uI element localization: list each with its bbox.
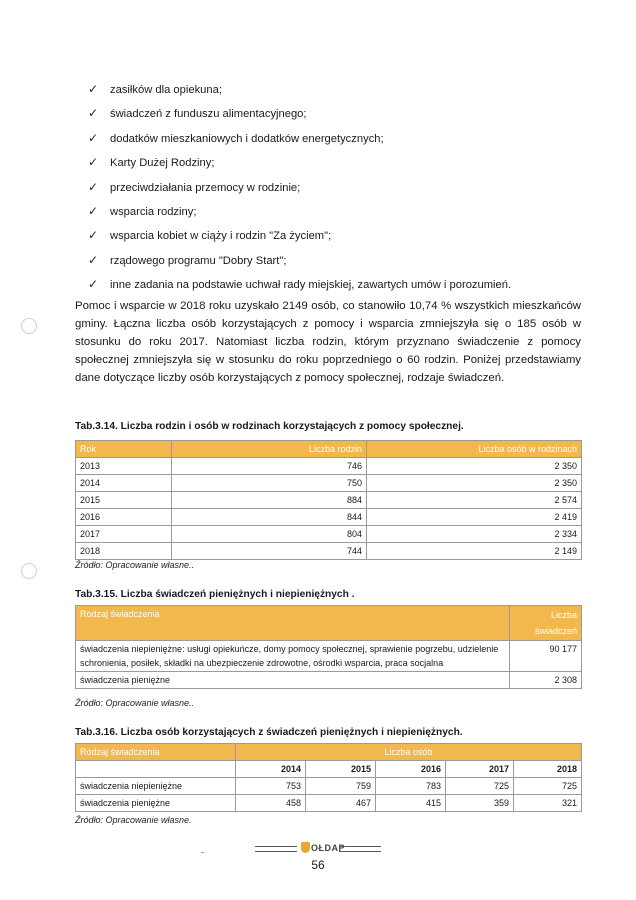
punch-hole-bottom (21, 563, 37, 579)
table3-cell-value: 359 (446, 795, 514, 812)
table1-cell-families: 884 (172, 492, 367, 509)
table3-cell-value: 725 (446, 778, 514, 795)
table3-cell-value: 458 (236, 795, 306, 812)
check-icon: ✓ (88, 155, 99, 170)
table3-cell-value: 753 (236, 778, 306, 795)
table3-cell-value: 467 (306, 795, 376, 812)
bullet-text: inne zadania na podstawie uchwał rady miejskiej, zawartych umów i porozumień. (110, 279, 512, 292)
table-row (76, 526, 582, 543)
table1-cell-year: 2013 (76, 458, 172, 475)
footer-line-left (255, 846, 297, 852)
table1-cell-year: 2014 (76, 475, 172, 492)
check-icon: ✓ (88, 179, 99, 194)
bullet-item (88, 202, 511, 226)
check-icon: ✓ (88, 277, 99, 292)
table3-source: Źródło: Opracowanie własne. (75, 815, 192, 825)
check-icon: ✓ (88, 106, 99, 121)
table1-cell-families: 804 (172, 526, 367, 543)
table2 (75, 605, 582, 689)
bullet-item (88, 178, 511, 202)
bullet-item (88, 275, 511, 299)
table3-cell-type: świadczenia pieniężne (76, 795, 236, 812)
table3-year-header: 2018 (514, 761, 582, 778)
table1-cell-persons: 2 334 (367, 526, 582, 543)
table1-cell-year: 2018 (76, 543, 172, 560)
table1-header-families: Liczba rodzin (172, 441, 367, 458)
logo-text: OŁDAP (311, 843, 345, 853)
bullet-text: zasiłków dla opiekuna; (110, 84, 222, 96)
table1-source: Źródło: Opracowanie własne.. (75, 560, 195, 570)
table2-header-count: Liczba świadczeń (510, 606, 582, 641)
table1-cell-persons: 2 419 (367, 509, 582, 526)
table3-year-header: 2014 (236, 761, 306, 778)
table3 (75, 743, 582, 812)
table2-cell-count: 90 177 (510, 641, 582, 672)
bullet-item (88, 153, 511, 177)
table2-caption: Tab.3.15. Liczba świadczeń pieniężnych i niepieniężnych . (75, 589, 355, 600)
table3-cell-value: 725 (514, 778, 582, 795)
table3-cell-value: 783 (376, 778, 446, 795)
bullet-text: wsparcia kobiet w ciąży i rodzin "Za życiem"; (110, 230, 332, 243)
bullet-text: przeciwdziałania przemocy w rodzinie; (110, 181, 301, 194)
table1-header-persons: Liczba osób w rodzinach (367, 441, 582, 458)
table2-header-type: Rodzaj świadczenia (76, 606, 510, 641)
table-row (76, 475, 582, 492)
table2-cell-type: świadczenia pieniężne (76, 672, 510, 689)
table-row (76, 641, 582, 672)
table1 (75, 440, 582, 560)
footer-logo (255, 841, 381, 855)
table2-source: Źródło: Opracowanie własne.. (75, 698, 195, 708)
table1-caption: Tab.3.14. Liczba rodzin i osób w rodzinach korzystających z pomocy społecznej. (75, 421, 464, 432)
table3-year-header: 2017 (446, 761, 514, 778)
punch-hole-top (21, 318, 37, 334)
table-row (76, 778, 582, 795)
table-row (76, 458, 582, 475)
table-row (76, 543, 582, 560)
check-icon: ✓ (88, 228, 99, 243)
table1-cell-persons: 2 574 (367, 492, 582, 509)
table1-cell-persons: 2 350 (367, 458, 582, 475)
table1-cell-families: 750 (172, 475, 367, 492)
table-row (76, 795, 582, 812)
bullet-item (88, 129, 511, 153)
table1-cell-persons: 2 350 (367, 475, 582, 492)
check-icon: ✓ (88, 82, 99, 96)
bullet-text: rządowego programu "Dobry Start"; (110, 254, 287, 267)
logo-icon (301, 842, 310, 853)
table1-cell-year: 2015 (76, 492, 172, 509)
bullet-text: świadczeń z funduszu alimentacyjnego; (110, 108, 307, 121)
table-row (76, 492, 582, 509)
bullet-item (88, 251, 511, 275)
bullet-list (88, 80, 511, 300)
bullet-text: wsparcia rodziny; (110, 205, 197, 218)
table3-cell-value: 415 (376, 795, 446, 812)
check-icon: ✓ (88, 252, 99, 267)
table1-cell-year: 2016 (76, 509, 172, 526)
bullet-text: dodatków mieszkaniowych i dodatków energetycznych; (110, 132, 384, 145)
table3-cell-value: 321 (514, 795, 582, 812)
bullet-item (88, 80, 511, 104)
table1-cell-families: 844 (172, 509, 367, 526)
table3-header-count: Liczba osób (236, 744, 582, 761)
bullet-item (88, 104, 511, 128)
table3-year-header: 2016 (376, 761, 446, 778)
page-number: 56 (311, 858, 325, 872)
check-icon: ✓ (88, 203, 99, 218)
bullet-text: Karty Dużej Rodziny; (110, 157, 215, 170)
table2-cell-count: 2 308 (510, 672, 582, 689)
table3-caption: Tab.3.16. Liczba osób korzystających z świadczeń pieniężnych i niepieniężnych. (75, 727, 463, 738)
check-icon: ✓ (88, 130, 99, 145)
table3-cell-type: świadczenia niepieniężne (76, 778, 236, 795)
table3-year-spacer (76, 761, 236, 778)
table2-cell-type: świadczenia niepieniężne: usługi opiekuńcze, domy pomocy społecznej, sprawienie pogrzebu, udzielenie schronienia, posiłek, składki na ubezpieczenie zdrowotne, ośrodki wsparcia, praca socjalna (76, 641, 510, 672)
table3-year-header: 2015 (306, 761, 376, 778)
table1-header-year: Rok (76, 441, 172, 458)
table1-cell-families: 744 (172, 543, 367, 560)
table3-header-type: Rodzaj świadczenia (76, 744, 236, 761)
body-paragraph: Pomoc i wsparcie w 2018 roku uzyskało 2149 osób, co stanowiło 10,74 % wszystkich mieszkańców gminy. Łączna liczba osób korzystających z pomocy i wsparcia zmniejszyła się o 185 osób w stosunku do roku 2017. Natomiast liczba rodzin, którym przyznano świadczenie z pomocy społecznej zmniejszyła się w stosunku do roku poprzedniego o 60 rodzin. Poniżej przedstawiamy dane dotyczące liczby osób korzystających z pomocy społecznej, rodzaje świadczeń. (75, 300, 581, 384)
table-row (76, 509, 582, 526)
table1-cell-families: 746 (172, 458, 367, 475)
table1-cell-persons: 2 149 (367, 543, 582, 560)
bullet-item (88, 226, 511, 250)
scan-mark (201, 852, 204, 853)
table-row (76, 672, 582, 689)
table1-cell-year: 2017 (76, 526, 172, 543)
footer-line-right (339, 846, 381, 852)
table3-cell-value: 759 (306, 778, 376, 795)
